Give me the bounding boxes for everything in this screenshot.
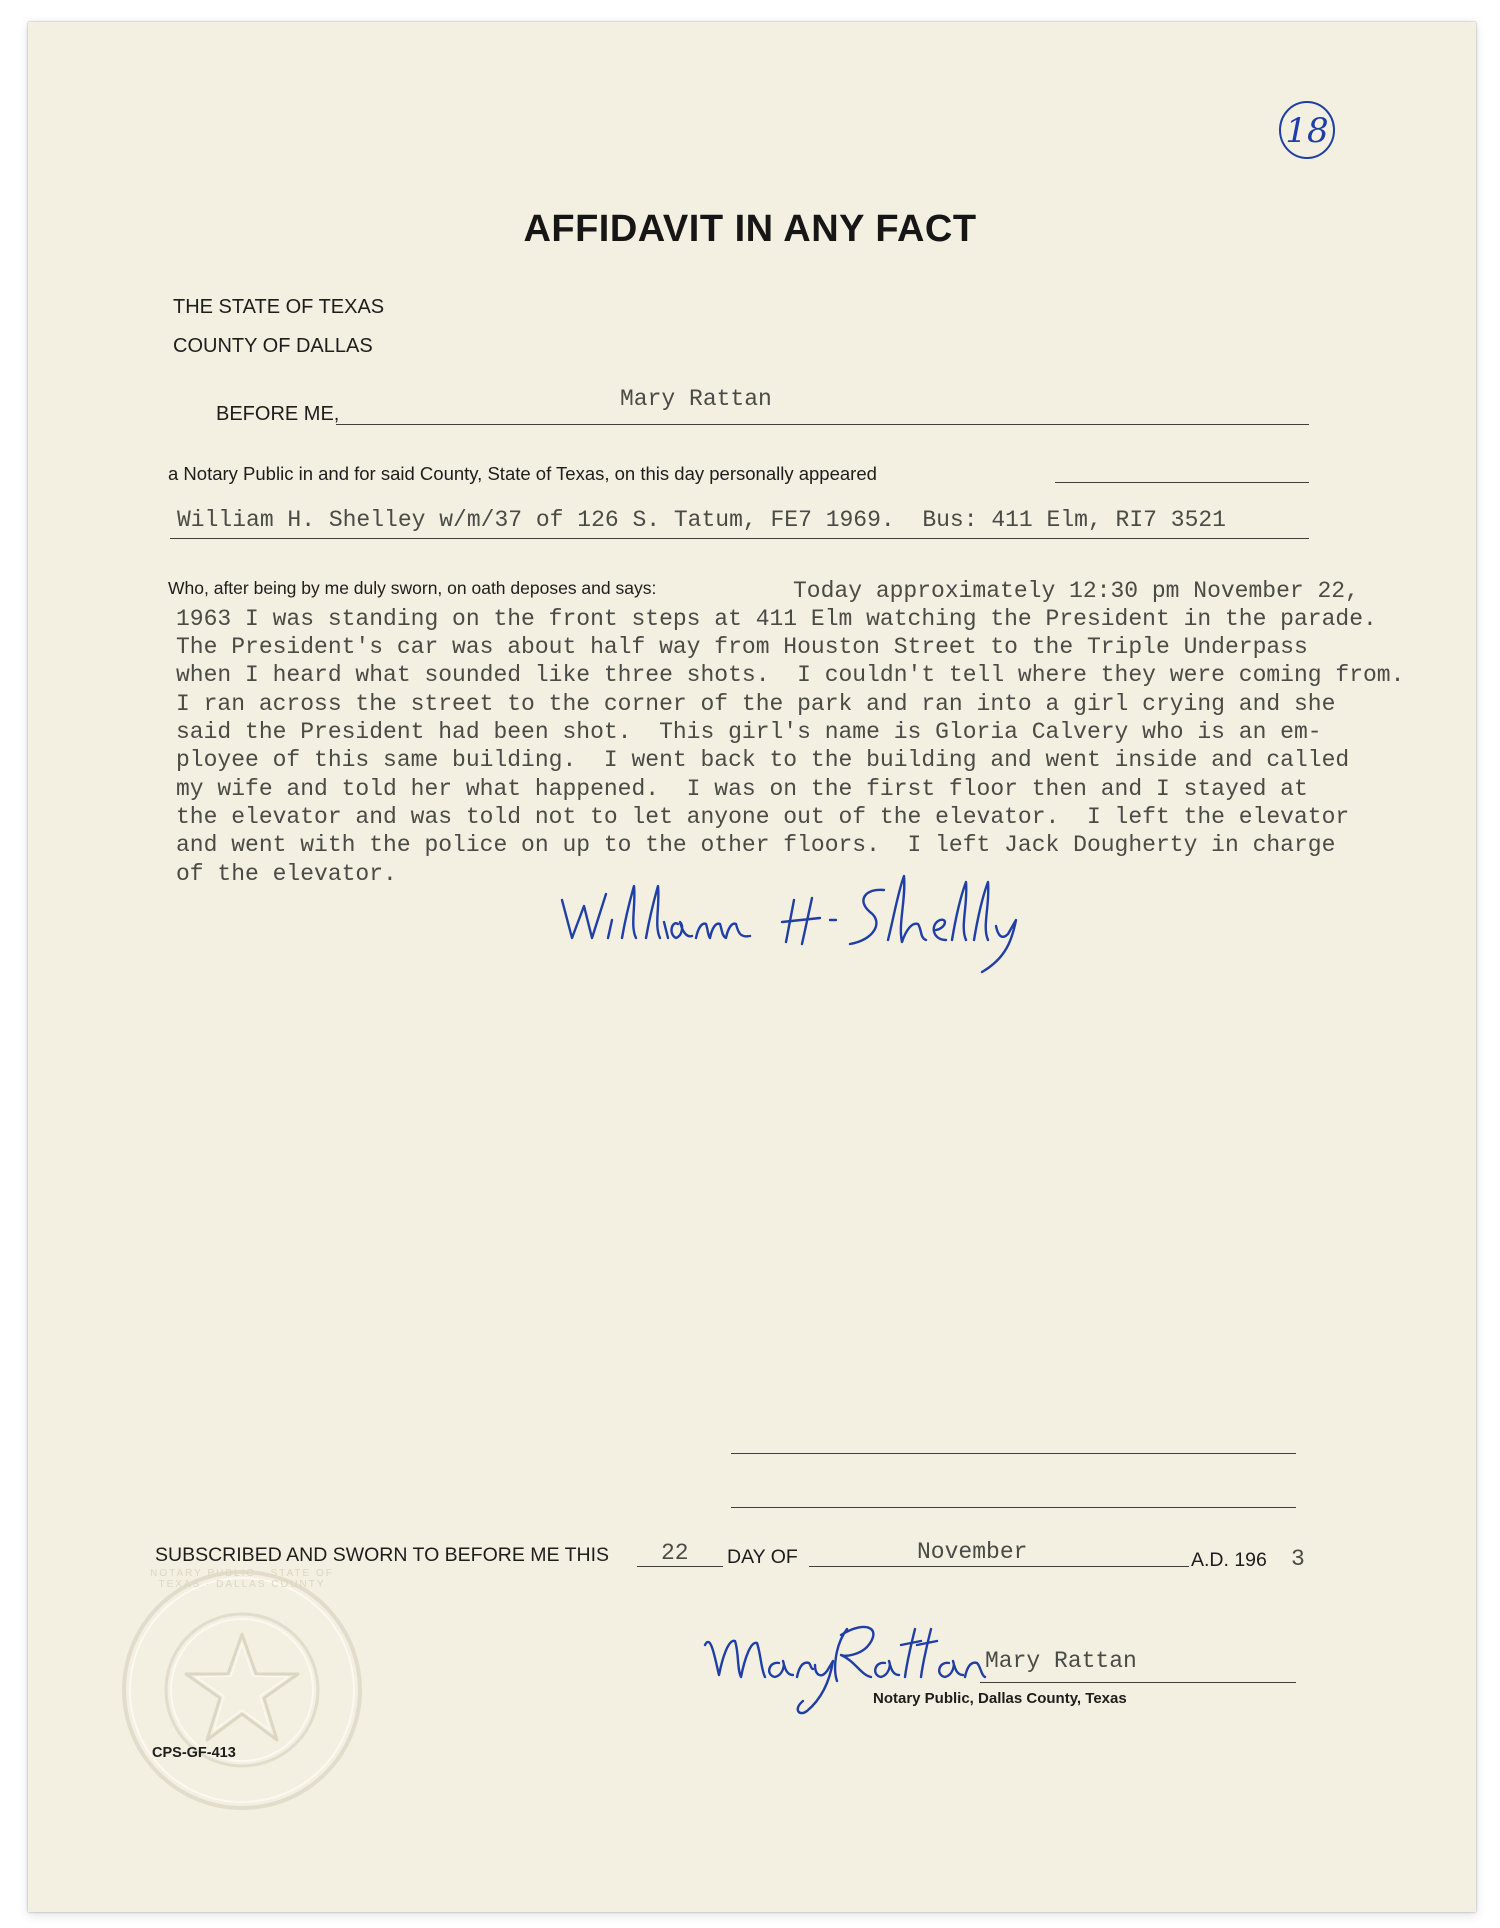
page-number-mark <box>1275 98 1339 162</box>
statement-line: Today approximately 12:30 pm November 22, <box>793 578 1359 604</box>
notary-public-line: a Notary Public in and for said County, State of Texas, on this day personally appeared <box>168 463 877 484</box>
year-digit: 3 <box>1291 1546 1305 1572</box>
statement-line: my wife and told her what happened. I was on the first floor then and I stayed at <box>176 776 1308 802</box>
statement-line: said the President had been shot. This girl's name is Gloria Calvery who is an em- <box>176 719 1322 745</box>
notary-seal <box>112 1560 372 1820</box>
statement-line: The President's car was about half way from Houston Street to the Triple Underpass <box>176 634 1308 660</box>
ad-label: A.D. 196 <box>1191 1549 1267 1571</box>
notary-name-typed: Mary Rattan <box>620 386 772 412</box>
before-me-label: BEFORE ME, <box>216 403 340 425</box>
sworn-day-rule <box>637 1566 723 1567</box>
appeared-rule <box>1055 482 1309 483</box>
affiant-address-line <box>731 1507 1296 1508</box>
notary-name-signed-typed: Mary Rattan <box>985 1648 1137 1674</box>
notary-signature-line <box>980 1682 1296 1683</box>
notary-seal-text: NOTARY PUBLIC · STATE OF TEXAS · DALLAS COUNTY <box>150 1568 334 1590</box>
statement-line: of the elevator. <box>176 861 397 887</box>
document-title: AFFIDAVIT IN ANY FACT <box>523 208 977 250</box>
affiant-rule <box>170 538 1309 539</box>
day-of-label: DAY OF <box>727 1546 798 1568</box>
statement-line: and went with the police on up to the other floors. I left Jack Dougherty in charge <box>176 832 1336 858</box>
form-code: CPS-GF-413 <box>152 1745 236 1761</box>
page-number-text: 18 <box>1285 111 1329 151</box>
notary-seal-emboss <box>112 1560 372 1820</box>
affiant-line: William H. Shelley w/m/37 of 126 S. Tatum, FE7 1969. Bus: 411 Elm, RI7 3521 <box>177 507 1226 533</box>
statement-line: the elevator and was told not to let anyone out of the elevator. I left the elevator <box>176 804 1350 830</box>
deposes-label: Who, after being by me duly sworn, on oath deposes and says: <box>168 578 657 598</box>
notary-title: Notary Public, Dallas County, Texas <box>873 1690 1127 1707</box>
sworn-month-rule <box>809 1566 1189 1567</box>
statement-line: 1963 I was standing on the front steps at 411 Elm watching the President in the parade. <box>176 606 1377 632</box>
affiant-signature <box>550 860 1050 980</box>
statement-line: when I heard what sounded like three shots. I couldn't tell where they were coming from. <box>176 662 1405 688</box>
statement-line: I ran across the street to the corner of the park and ran into a girl crying and she <box>176 691 1336 717</box>
county-line: COUNTY OF DALLAS <box>173 335 373 357</box>
sworn-month: November <box>917 1539 1028 1565</box>
before-me-rule <box>336 424 1309 425</box>
sworn-day: 22 <box>661 1540 689 1566</box>
affiant-signature-line <box>731 1453 1296 1454</box>
statement-line: ployee of this same building. I went back to the building and went inside and called <box>176 747 1350 773</box>
state-line: THE STATE OF TEXAS <box>173 296 385 318</box>
sworn-label: SUBSCRIBED AND SWORN TO BEFORE ME THIS <box>155 1544 609 1566</box>
